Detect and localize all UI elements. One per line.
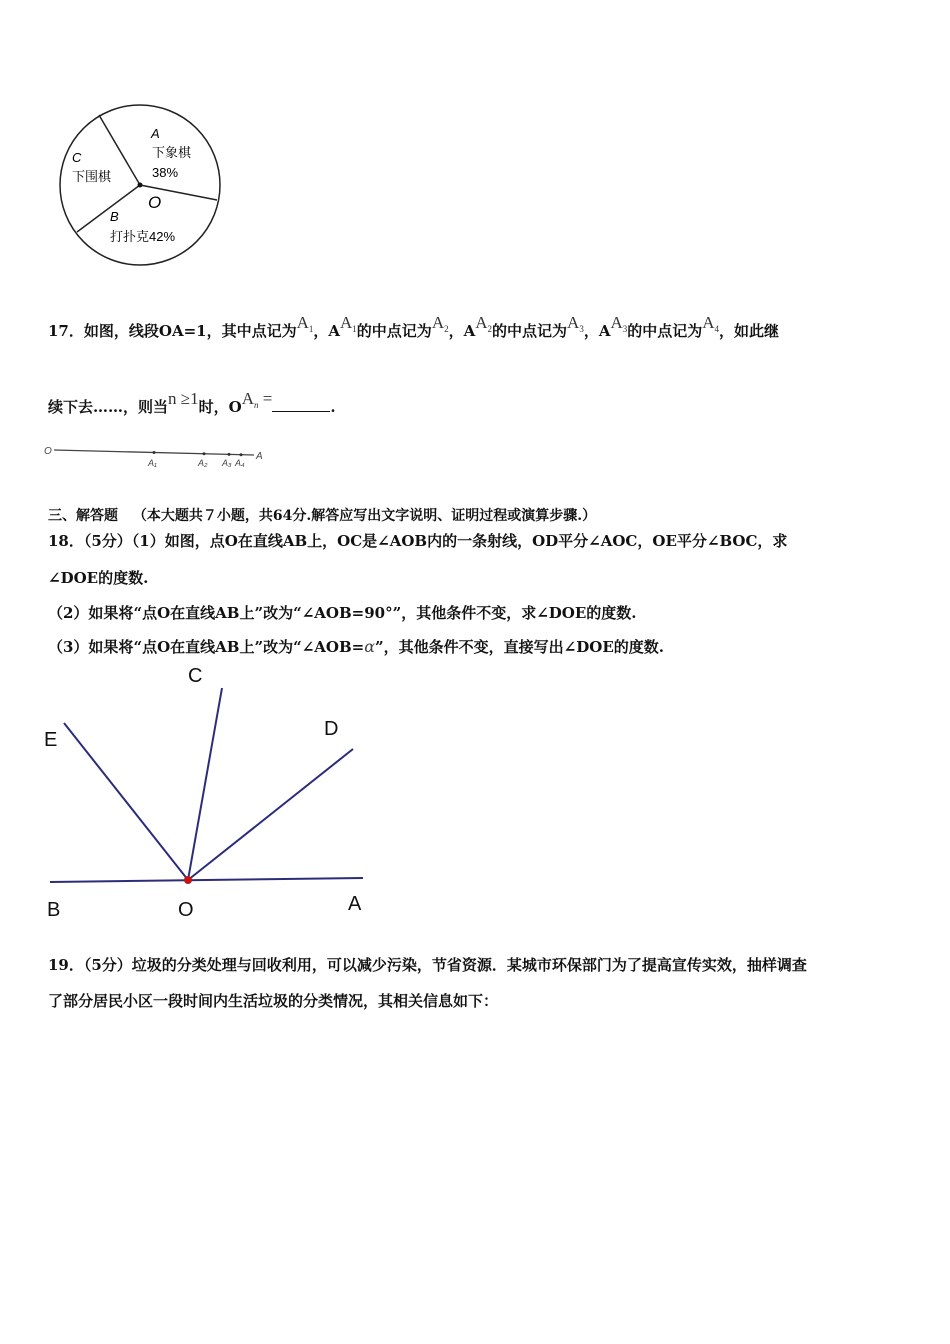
section3-title: 三、解答题	[48, 508, 118, 524]
ray-od	[188, 749, 353, 880]
q17-mid1: 的中点记为	[356, 322, 432, 340]
pie-label-b: B	[110, 209, 119, 224]
q19-line1: 19．（5分）垃圾的分类处理与回收利用，可以减少污染，节省资源．某城市环保部门为了提高宣传实效，抽样调查	[48, 956, 807, 974]
line-ab	[50, 878, 363, 882]
q17-end: .	[330, 398, 336, 416]
q17-comma-a2: ，A	[448, 322, 476, 340]
angle-figure	[40, 660, 380, 925]
section3-heading	[48, 505, 596, 525]
segment-point-a2	[203, 452, 206, 455]
pie-text-b: 打扑克42%	[110, 229, 176, 244]
segment-label-a: A	[256, 451, 263, 462]
segment-label-o: O	[44, 446, 52, 457]
segment-label-a1: A₁	[148, 458, 157, 468]
q17-a1: $A_1$	[296, 313, 314, 334]
segment-label-a3: A₃	[222, 458, 232, 468]
q18-line1: 18．（5分）（1）如图，点O在直线AB上，OC是∠AOB内的一条射线，OD平分∠AOC，OE平分∠BOC，求	[48, 532, 788, 550]
q17-a4: $A_4$	[702, 313, 720, 334]
q18-line4-lead: （3）如果将“点O在直线AB上”改为“∠AOB=	[48, 638, 365, 656]
q17-a3b: $A_3$	[610, 313, 628, 334]
q17-a2: $A_2$	[431, 313, 449, 334]
q18-line4	[48, 636, 664, 657]
segment-point-a3	[228, 453, 231, 456]
q17-line1	[48, 313, 780, 341]
q19-line2: 了部分居民小区一段时间内生活垃圾的分类情况，其相关信息如下：	[48, 992, 499, 1010]
point-o	[184, 876, 192, 884]
q17-line2-lead: 续下去……，则当	[48, 398, 169, 416]
segment-point-a4	[240, 453, 243, 456]
figure-label-e: E	[44, 729, 58, 751]
q17-comma-a3: ，A	[583, 322, 611, 340]
ray-oc	[188, 688, 222, 880]
q17-line2	[48, 389, 336, 417]
pie-divider-b	[77, 185, 140, 232]
q17-a2b: $A_2$	[475, 313, 493, 334]
q17-mid3: 的中点记为	[627, 322, 703, 340]
segment-label-a2: A₂	[198, 458, 208, 468]
segment-figure	[42, 440, 272, 472]
pie-name-a: 下象棋	[152, 145, 192, 160]
q18-line3: （2）如果将“点O在直线AB上”改为“∠AOB=90°”，其他条件不变，求∠DOE的度数.	[48, 604, 637, 622]
figure-label-a: A	[348, 893, 362, 915]
pie-name-c: 下围棋	[72, 169, 112, 184]
q18-line2: ∠DOE的度数.	[48, 569, 149, 587]
q17-a3: $A_3$	[567, 313, 584, 334]
figure-label-d: D	[324, 718, 339, 740]
figure-label-o: O	[178, 899, 194, 921]
q18-line4-tail: ”，其他条件不变，直接写出∠DOE的度数.	[375, 638, 664, 656]
pie-center-dot	[138, 183, 143, 188]
segment-label-a4: A₄	[235, 458, 245, 468]
pie-label-c: C	[72, 150, 82, 165]
q17-lead: 17．如图，线段OA=1，其中点记为	[48, 322, 297, 340]
q17-condition: n ≥1	[168, 389, 199, 408]
q18-alpha: α	[364, 637, 376, 656]
ray-oe	[64, 723, 188, 880]
q17-tail: ，如此继	[719, 322, 780, 340]
pie-pct-a: 38%	[152, 165, 179, 180]
pie-label-o: O	[148, 193, 162, 212]
figure-label-b: B	[47, 899, 61, 921]
q17-a1b: $A_1$	[340, 313, 357, 334]
q17-mid2: 的中点记为	[492, 322, 568, 340]
pie-chart-figure	[55, 100, 230, 275]
segment-point-a1	[153, 451, 156, 454]
section3-desc: （本大题共７小题，共64分.解答应写出文字说明、证明过程或演算步骤.）	[132, 508, 597, 524]
q17-comma-a: ，A	[313, 322, 341, 340]
pie-label-a: A	[151, 126, 160, 141]
q17-an: $A_n$ =	[241, 389, 273, 410]
figure-label-c: C	[188, 665, 203, 687]
q17-line2-mid: 时，O	[198, 398, 242, 416]
q17-answer-blank[interactable]	[272, 397, 330, 412]
